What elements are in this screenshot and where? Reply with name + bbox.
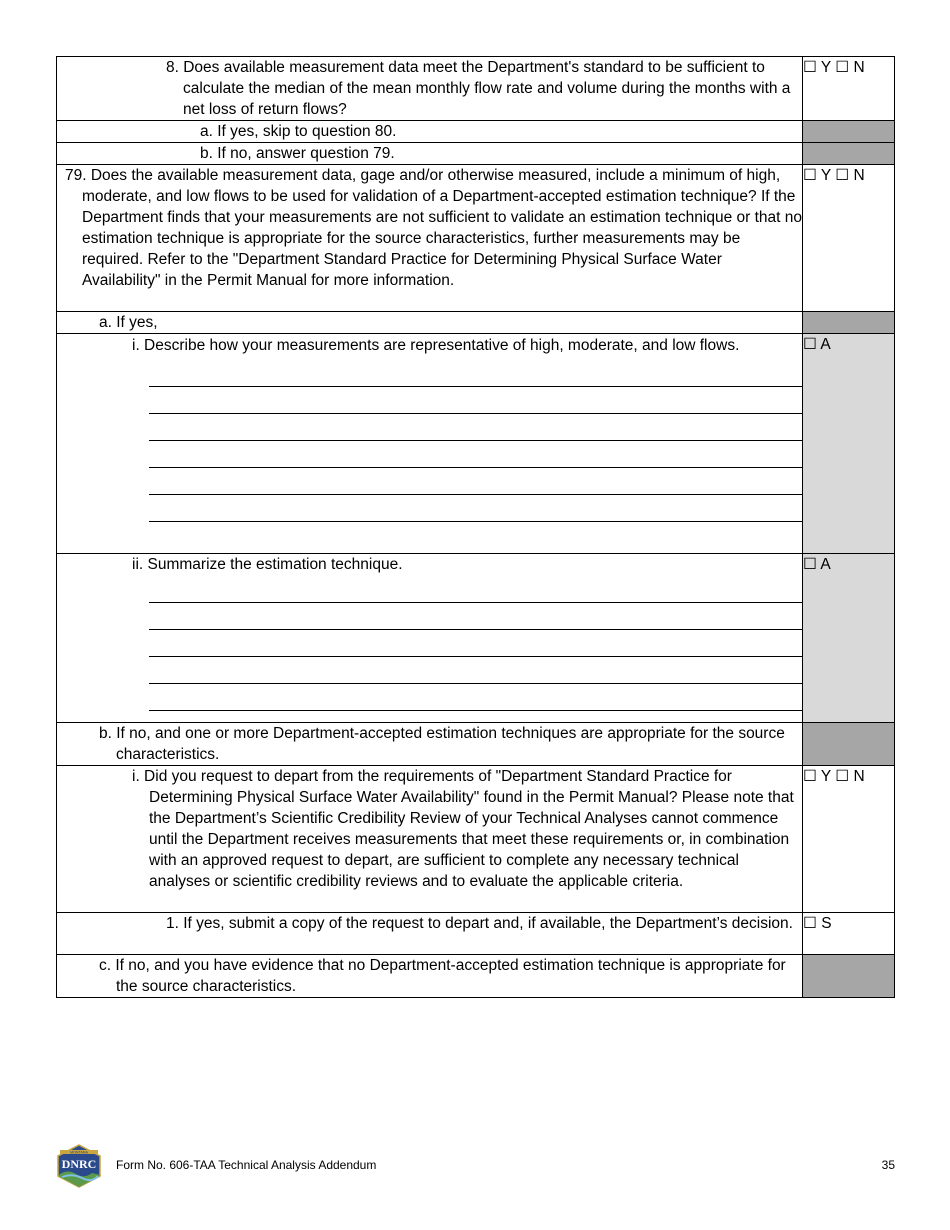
logo-subtext: MONTANA	[70, 1150, 88, 1155]
question-79ai-text: i. Describe how your measurements are representative of high, moderate, and low flows.	[132, 337, 740, 354]
answer-line[interactable]	[149, 657, 802, 684]
question-cell	[57, 955, 803, 998]
question-79aii-text: ii. Summarize the estimation technique.	[132, 556, 403, 573]
question-79a-text: a. If yes,	[99, 314, 158, 331]
answer-line[interactable]	[149, 630, 802, 657]
answer-line[interactable]	[149, 360, 802, 387]
question-cell	[57, 913, 803, 955]
attachment-checkbox[interactable]: ☐ A	[803, 556, 831, 573]
shaded-cell	[803, 955, 895, 998]
dnrc-logo	[56, 1144, 102, 1188]
table-row	[57, 121, 895, 143]
form-name: Form No. 606-TAA Technical Analysis Addendum	[116, 1158, 377, 1172]
answer-cell[interactable]	[803, 554, 895, 723]
question-79c-text: c. If no, and you have evidence that no Department-accepted estimation technique is appropriate for the source characteristics.	[99, 957, 786, 995]
answer-line[interactable]	[149, 414, 802, 441]
question-79bi1-text: 1. If yes, submit a copy of the request to depart and, if available, the Department’s decision.	[166, 915, 793, 932]
question-79b-text: b. If no, and one or more Department-accepted estimation techniques are appropriate for the source characteristics.	[99, 725, 785, 763]
question-8-text: 8. Does available measurement data meet the Department's standard to be sufficient to calculate the median of the mean monthly flow rate and volume during the months with a net loss of return flows?	[166, 59, 791, 118]
table-row	[57, 913, 895, 955]
question-79bi-text: i. Did you request to depart from the requirements of "Department Standard Practice for Determining Physical Surface Water Availability" found in the Permit Manual? Please note that the Department’s Scientific Credibility Review of your Technical Analyses cannot commence until the Department receives measurements that meet these requirements or, in combination with an approved request to depart, are sufficient to complete any necessary technical analyses or scientific credibility reviews and to evaluate the applicable criteria.	[132, 768, 794, 890]
questionnaire-table	[56, 56, 895, 998]
table-row	[57, 554, 895, 723]
table-row	[57, 57, 895, 121]
yes-no-checkboxes[interactable]: ☐ Y ☐ N	[803, 59, 865, 76]
answer-line[interactable]	[149, 468, 802, 495]
shaded-cell	[803, 121, 895, 143]
question-cell	[57, 554, 803, 723]
shaded-cell	[803, 723, 895, 766]
shaded-cell	[803, 312, 895, 334]
shaded-cell	[803, 143, 895, 165]
table-row	[57, 312, 895, 334]
yes-no-checkboxes[interactable]: ☐ Y ☐ N	[803, 768, 865, 785]
question-79-text: 79. Does the available measurement data, gage and/or otherwise measured, include a minimum of high, moderate, and low flows to be used for validation of a Department-accepted estimation technique? If the Department finds that your measurements are not sufficient to validate an estimation technique or that no estimation technique is appropriate for the source characteristics, further measurements may be required. Refer to the "Department Standard Practice for Determining Physical Surface Water Availability" in the Permit Manual for more information.	[65, 167, 803, 289]
table-row	[57, 766, 895, 913]
answer-line[interactable]	[149, 441, 802, 468]
question-cell	[57, 165, 803, 312]
table-row	[57, 955, 895, 998]
yes-no-checkboxes[interactable]: ☐ Y ☐ N	[803, 167, 865, 184]
question-8b-text: b. If no, answer question 79.	[200, 145, 395, 162]
answer-lines[interactable]	[149, 360, 802, 522]
question-cell	[57, 57, 803, 121]
question-cell	[57, 143, 803, 165]
answer-lines[interactable]	[149, 576, 802, 711]
answer-cell[interactable]	[803, 766, 895, 913]
page-number: 35	[881, 1158, 895, 1172]
answer-cell[interactable]	[803, 165, 895, 312]
question-cell	[57, 766, 803, 913]
attachment-checkbox[interactable]: ☐ A	[803, 336, 831, 353]
table-row	[57, 165, 895, 312]
table-row	[57, 334, 895, 554]
table-row	[57, 143, 895, 165]
question-cell	[57, 312, 803, 334]
logo-text: DNRC	[61, 1157, 97, 1171]
table-row	[57, 723, 895, 766]
answer-line[interactable]	[149, 684, 802, 711]
page-footer	[56, 1144, 895, 1190]
answer-line[interactable]	[149, 495, 802, 522]
answer-line[interactable]	[149, 387, 802, 414]
answer-line[interactable]	[149, 576, 802, 603]
answer-cell[interactable]	[803, 334, 895, 554]
submit-checkbox[interactable]: ☐ S	[803, 915, 832, 932]
question-cell	[57, 121, 803, 143]
question-cell	[57, 723, 803, 766]
question-8a-text: a. If yes, skip to question 80.	[200, 123, 397, 140]
question-cell	[57, 334, 803, 554]
answer-line[interactable]	[149, 603, 802, 630]
answer-cell[interactable]	[803, 57, 895, 121]
answer-cell[interactable]	[803, 913, 895, 955]
